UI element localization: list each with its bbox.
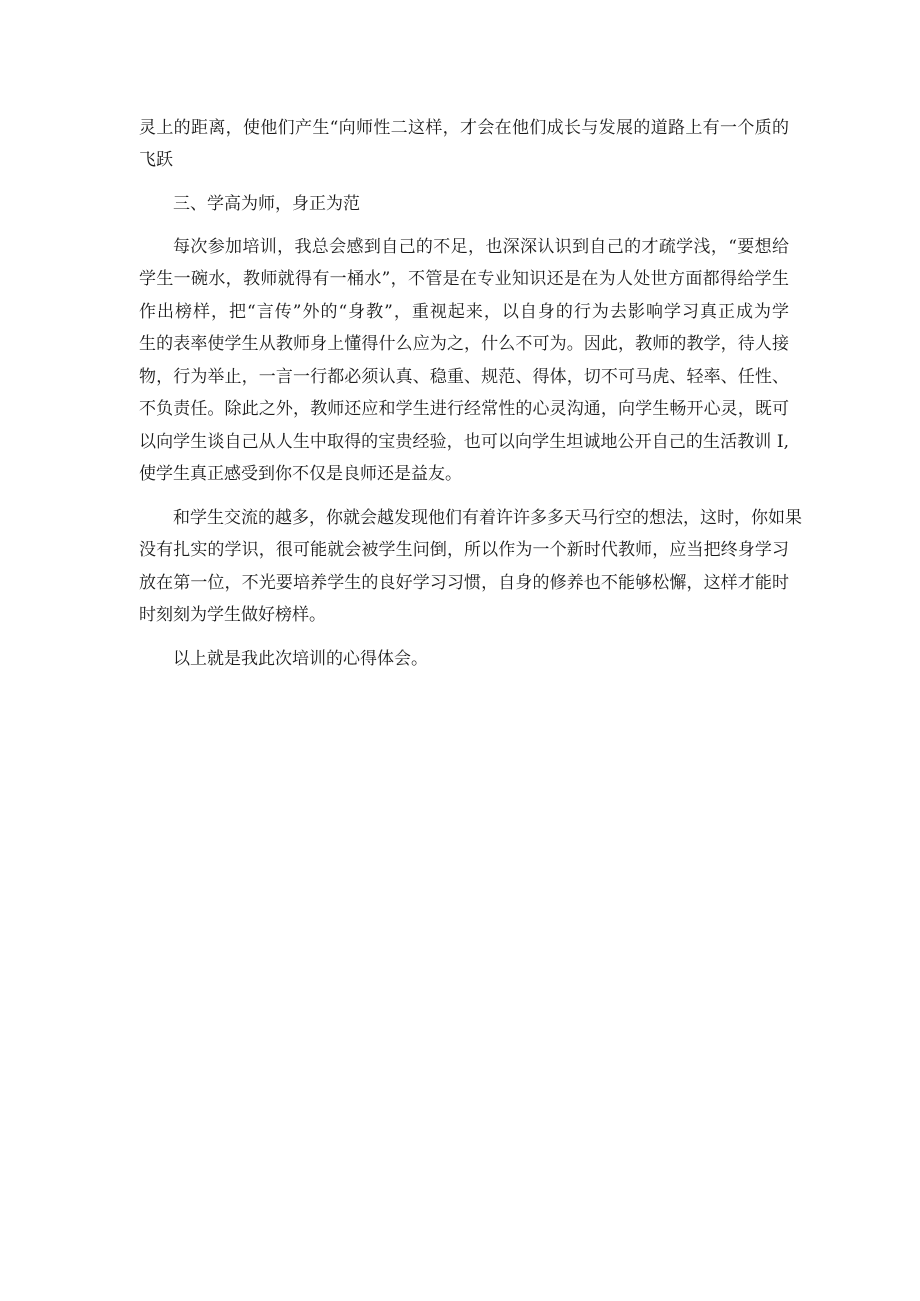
paragraph-line: 学生一碗水，教师就得有一桶水”，不管是在专业知识还是在为人处世方面都得给学生 [139,269,789,289]
paragraph-line: 以向学生谈自己从人生中取得的宝贵经验，也可以向学生坦诚地公开自己的生活教训 I, [139,432,789,452]
paragraph-line: 作出榜样，把“言传”外的“身教”，重视起来，以自身的行为去影响学习真正成为学 [139,302,789,322]
paragraph-line: 使学生真正感受到你不仅是良师还是益友。 [139,464,462,484]
paragraph-line: 没有扎实的学识，很可能就会被学生问倒，所以作为一个新时代教师，应当把终身学习 [139,540,789,560]
paragraph-line: 飞跃 [139,150,173,170]
section-heading: 三、学高为师，身正为范 [173,194,360,214]
paragraph-line: 和学生交流的越多，你就会越发现他们有着许许多多天马行空的想法，这时，你如果 [173,508,802,528]
paragraph-line: 以上就是我此次培训的心得体会。 [173,649,428,669]
paragraph-line: 不负责任。除此之外，教师还应和学生进行经常性的心灵沟通，向学生畅开心灵，既可 [139,399,789,419]
paragraph-line: 灵上的距离，使他们产生“向师性二这样，才会在他们成长与发展的道路上有一个质的 [139,118,789,138]
paragraph-line: 放在第一位，不光要培养学生的良好学习习惯，自身的修养也不能够松懈，这样才能时 [139,573,789,593]
paragraph-line: 时刻刻为学生做好榜样。 [139,605,326,625]
paragraph-line: 每次参加培训，我总会感到自己的不足，也深深认识到自己的才疏学浅，“要想给 [173,237,789,257]
paragraph-line: 生的表率使学生从教师身上懂得什么应为之，什么不可为。因此，教师的教学，待人接 [139,334,789,354]
paragraph-line: 物，行为举止，一言一行都必须认真、稳重、规范、得体，切不可马虎、轻率、任性、 [139,367,789,387]
